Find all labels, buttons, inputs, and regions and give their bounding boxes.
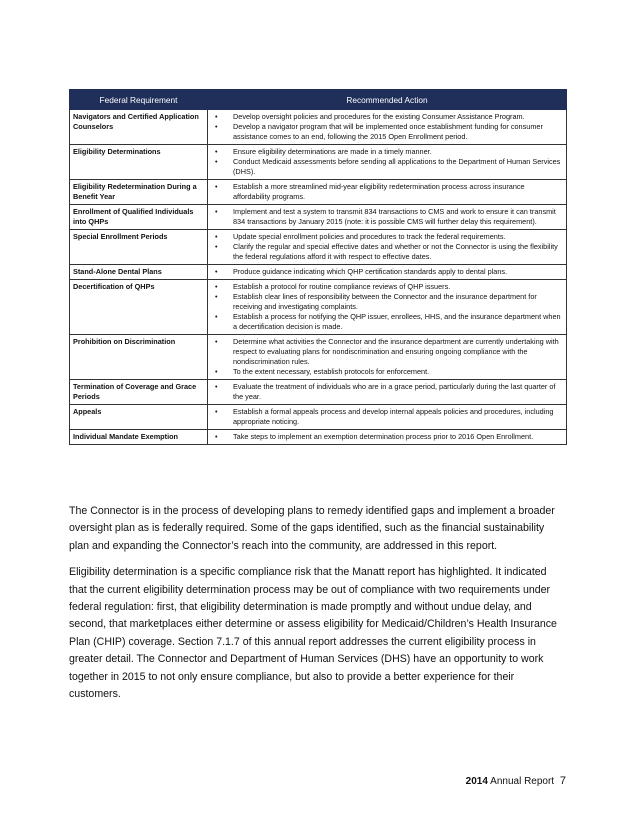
header-recommended-action: Recommended Action — [208, 90, 567, 110]
bullet-icon: • — [215, 157, 218, 166]
table-row — [70, 405, 567, 430]
action-item — [211, 432, 563, 442]
action-cell — [208, 180, 567, 205]
action-list — [211, 232, 563, 262]
bullet-icon: • — [215, 292, 218, 301]
bullet-icon: • — [215, 207, 218, 216]
action-list — [211, 112, 563, 142]
action-text: Update special enrollment policies and procedures to track the federal requirements. — [233, 232, 506, 241]
footer-year: 2014 — [465, 776, 488, 787]
action-item — [211, 312, 563, 332]
action-item — [211, 242, 563, 262]
requirement-cell: Stand-Alone Dental Plans — [70, 265, 208, 280]
paragraph: Eligibility determination is a specific compliance risk that the Manatt report has highlighted. It indicated that the current eligibility determination process may be out of compliance with two requirements under federal regulation: first, that eligibility determination is made promptly and without undue delay, and second, that marketplaces either determine or assess eligibility for Medicaid/Children’s Health Insurance Plan (CHIP) coverage. Section 7.1.7 of this annual report addresses the current eligibility process in greater detail. The Connector and Department of Human Services (DHS) have an opportunity to work together in 2015 to not only ensure compliance, but also to provide a better experience for their customers. — [69, 566, 557, 701]
action-item — [211, 207, 563, 227]
action-item — [211, 282, 563, 292]
table-row — [70, 430, 567, 445]
action-list — [211, 182, 563, 202]
table-row — [70, 280, 567, 335]
action-text: Establish a more streamlined mid-year eligibility redetermination process across insurance affordability programs. — [233, 182, 525, 201]
requirement-cell: Appeals — [70, 405, 208, 430]
requirement-cell: Termination of Coverage and Grace Periods — [70, 380, 208, 405]
bullet-icon: • — [215, 112, 218, 121]
action-text: Determine what activities the Connector and the insurance department are currently undertaking with respect to evaluating plans for nondiscrimination and ensuring ongoing compliance with the nondiscrimination rules. — [233, 337, 559, 366]
bullet-icon: • — [215, 122, 218, 131]
requirement-cell: Individual Mandate Exemption — [70, 430, 208, 445]
action-cell — [208, 265, 567, 280]
action-text: Evaluate the treatment of individuals who are in a grace period, particularly during the last quarter of the year. — [233, 382, 556, 401]
action-list — [211, 407, 563, 427]
action-text: Ensure eligibility determinations are made in a timely manner. — [233, 147, 432, 156]
bullet-icon: • — [215, 432, 218, 441]
paragraph: The Connector is in the process of developing plans to remedy identified gaps and implement a broader oversight plan as is federally required. Some of the gaps identified, such as the financial sustainability plan and expanding the Connector’s reach into the community, are addressed in this report. — [69, 505, 555, 552]
bullet-icon: • — [215, 242, 218, 251]
action-text: To the extent necessary, establish protocols for enforcement. — [233, 367, 430, 376]
action-list — [211, 382, 563, 402]
bullet-icon: • — [215, 407, 218, 416]
action-text: Develop oversight policies and procedures for the existing Consumer Assistance Program. — [233, 112, 525, 121]
action-item — [211, 407, 563, 427]
action-item — [211, 337, 563, 367]
action-text: Establish clear lines of responsibility between the Connector and the insurance department for receiving and investigating complaints. — [233, 292, 537, 311]
action-cell — [208, 230, 567, 265]
action-item — [211, 122, 563, 142]
action-item — [211, 112, 563, 122]
action-cell — [208, 280, 567, 335]
action-item — [211, 382, 563, 402]
action-cell — [208, 110, 567, 145]
action-list — [211, 207, 563, 227]
requirement-cell: Eligibility Redetermination During a Benefit Year — [70, 180, 208, 205]
bullet-icon: • — [215, 382, 218, 391]
action-list — [211, 432, 563, 442]
bullet-icon: • — [215, 147, 218, 156]
action-item — [211, 157, 563, 177]
action-list — [211, 267, 563, 277]
requirement-cell: Enrollment of Qualified Individuals into QHPs — [70, 205, 208, 230]
action-list — [211, 147, 563, 177]
table-row — [70, 380, 567, 405]
table-header-row — [70, 90, 567, 110]
requirement-cell: Navigators and Certified Application Counselors — [70, 110, 208, 145]
page-footer — [466, 775, 566, 787]
action-item — [211, 292, 563, 312]
page-number: 7 — [559, 775, 566, 787]
table-row — [70, 205, 567, 230]
bullet-icon: • — [215, 312, 218, 321]
action-cell — [208, 335, 567, 380]
action-cell — [208, 145, 567, 180]
action-list — [211, 282, 563, 332]
footer-report-label: Annual Report — [490, 776, 555, 787]
action-item — [211, 267, 563, 277]
requirement-cell: Eligibility Determinations — [70, 145, 208, 180]
bullet-icon: • — [215, 367, 218, 376]
requirement-cell: Special Enrollment Periods — [70, 230, 208, 265]
bullet-icon: • — [215, 182, 218, 191]
action-text: Clarify the regular and special effective dates and whether or not the Connector is using the flexibility the federal regulations afford it with respect to effective dates. — [233, 242, 558, 261]
bullet-icon: • — [215, 232, 218, 241]
table-row — [70, 180, 567, 205]
bullet-icon: • — [215, 282, 218, 291]
requirement-cell: Decertification of QHPs — [70, 280, 208, 335]
table-row — [70, 230, 567, 265]
requirements-table — [69, 89, 567, 445]
requirement-cell: Prohibition on Discrimination — [70, 335, 208, 380]
action-text: Establish a protocol for routine compliance reviews of QHP issuers. — [233, 282, 451, 291]
action-text: Take steps to implement an exemption determination process prior to 2016 Open Enrollment. — [233, 432, 534, 441]
body-text — [69, 503, 567, 712]
action-item — [211, 147, 563, 157]
table-row — [70, 265, 567, 280]
bullet-icon: • — [215, 337, 218, 346]
action-cell — [208, 430, 567, 445]
action-cell — [208, 380, 567, 405]
table-row — [70, 145, 567, 180]
table-row — [70, 110, 567, 145]
action-text: Establish a formal appeals process and develop internal appeals policies and procedures, including appropriate noticing. — [233, 407, 554, 426]
table-row — [70, 335, 567, 380]
action-text: Produce guidance indicating which QHP certification standards apply to dental plans. — [233, 267, 508, 276]
header-federal-requirement: Federal Requirement — [70, 90, 208, 110]
action-text: Establish a process for notifying the QHP issuer, enrollees, HHS, and the insurance department when a decertification decision is made. — [233, 312, 561, 331]
action-text: Develop a navigator program that will be implemented once establishment funding for consumer assistance comes to an end, following the 2015 Open Enrollment period. — [233, 122, 543, 141]
action-cell — [208, 405, 567, 430]
action-item — [211, 232, 563, 242]
action-cell — [208, 205, 567, 230]
action-list — [211, 337, 563, 377]
action-item — [211, 367, 563, 377]
action-text: Conduct Medicaid assessments before sending all applications to the Department of Human Services (DHS). — [233, 157, 561, 176]
bullet-icon: • — [215, 267, 218, 276]
table-body — [70, 110, 567, 445]
action-item — [211, 182, 563, 202]
action-text: Implement and test a system to transmit 834 transactions to CMS and work to ensure it can transmit 834 transactions by January 2015 (note: it is possible CMS will further delay this requirement). — [233, 207, 556, 226]
